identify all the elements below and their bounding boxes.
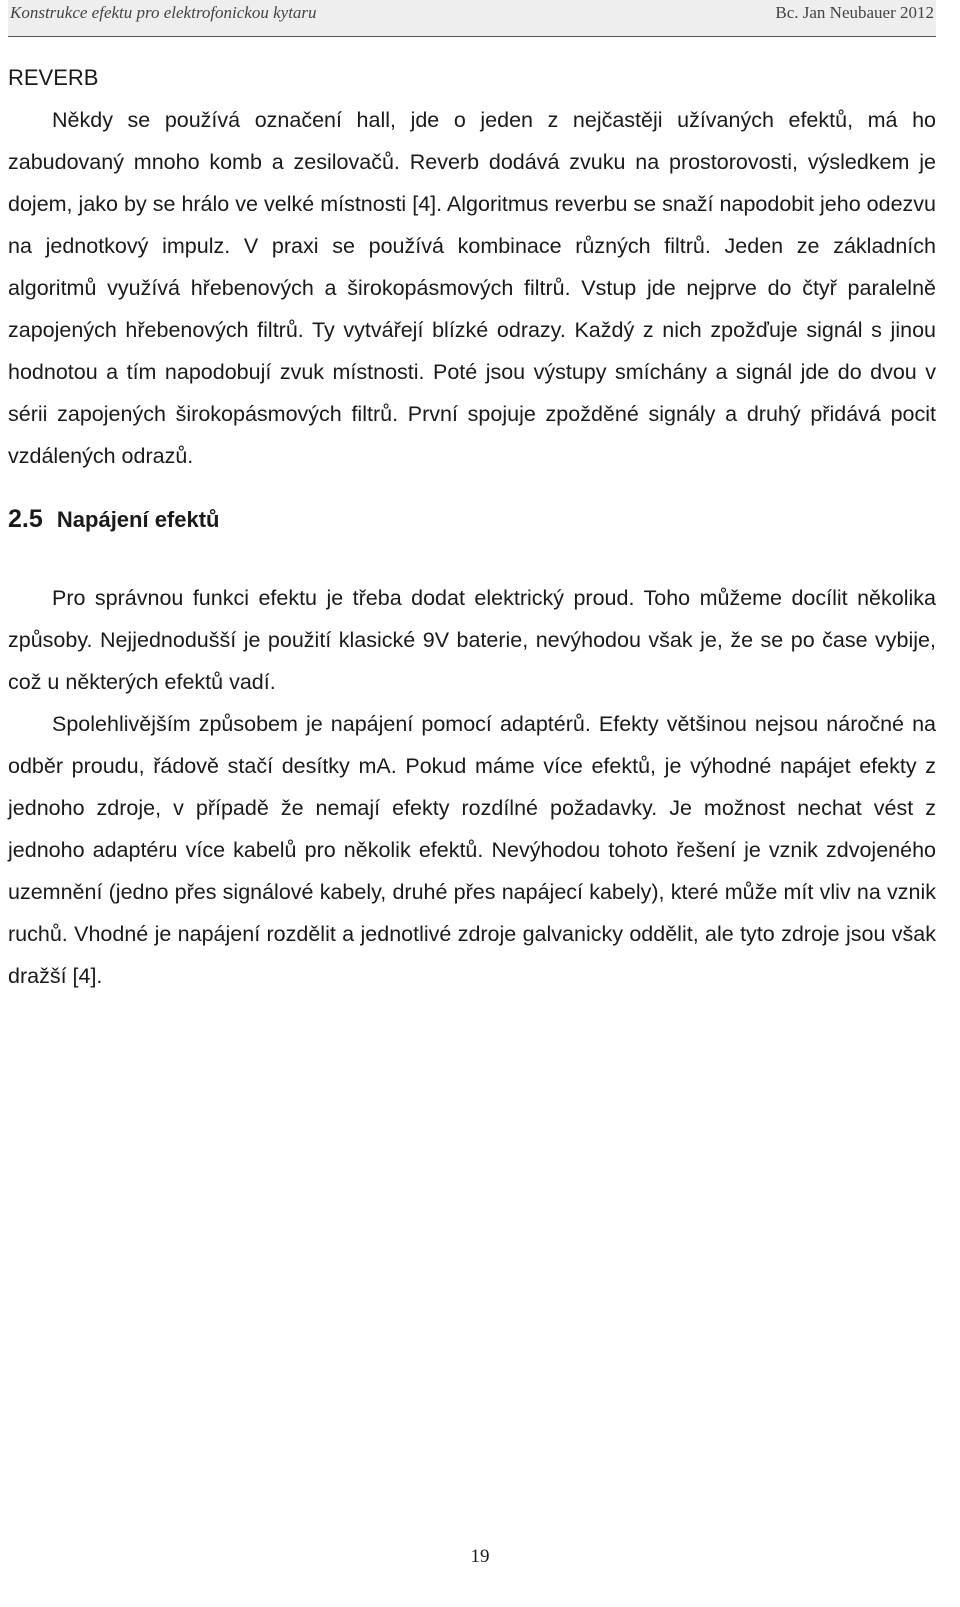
- section-paragraph-2: Spolehlivějším způsobem je napájení pomocí adaptérů. Efekty většinou nejsou náročné na odběr proudu, řádově stačí desítky mA. Pokud máme více efektů, je výhodné napájet efekty z jednoho zdroje, v případě že nemají efekty rozdílné požadavky. Je možnost nechat vést z jednoho adaptéru více kabelů pro několik efektů. Nevýhodou tohoto řešení je vznik zdvojeného uzemnění (jedno přes signálové kabely, druhé přes napájecí kabely), které může mít vliv na vznik ruchů. Vhodné je napájení rozdělit a jednotlivé zdroje galvanicky oddělit, ale tyto zdroje jsou však dražší [4].: [8, 712, 936, 988]
- header-document-title: Konstrukce efektu pro elektrofonickou kytaru: [10, 3, 317, 22]
- page-header: [8, 0, 936, 37]
- section-number: 2.5: [8, 505, 43, 533]
- header-author-year: Bc. Jan Neubauer 2012: [775, 3, 934, 22]
- reverb-subheading: REVERB: [8, 65, 99, 90]
- page-content: [8, 57, 936, 997]
- section-title: Napájení efektů: [56, 507, 220, 532]
- section-heading: [8, 498, 936, 541]
- section-paragraph-1: Pro správnou funkci efektu je třeba dodat elektrický proud. Toho můžeme docílit několika způsoby. Nejjednodušší je použití klasické 9V baterie, nevýhodou však je, že se po čase vybije, což u některých efektů vadí.: [8, 586, 936, 694]
- page-number: 19: [470, 1546, 490, 1567]
- reverb-paragraph: Někdy se používá označení hall, jde o jeden z nejčastěji užívaných efektů, má ho zabudovaný mnoho komb a zesilovačů. Reverb dodává zvuku na prostorovosti, výsledkem je dojem, jako by se hrálo ve velké místnosti [4]. Algoritmus reverbu se snaží napodobit jeho odezvu na jednotkový impulz. V praxi se používá kombinace různých filtrů. Jeden ze základních algoritmů využívá hřebenových a širokopásmových filtrů. Vstup jde nejprve do čtyř paralelně zapojených hřebenových filtrů. Ty vytvářejí blízké odrazy. Každý z nich zpožďuje signál s jinou hodnotou a tím napodobují zvuk místnosti. Poté jsou výstupy smíchány a signál jde do dvou v sérii zapojených širokopásmových filtrů. První spojuje zpožděné signály a druhý přidává pocit vzdálených odrazů.: [8, 108, 936, 468]
